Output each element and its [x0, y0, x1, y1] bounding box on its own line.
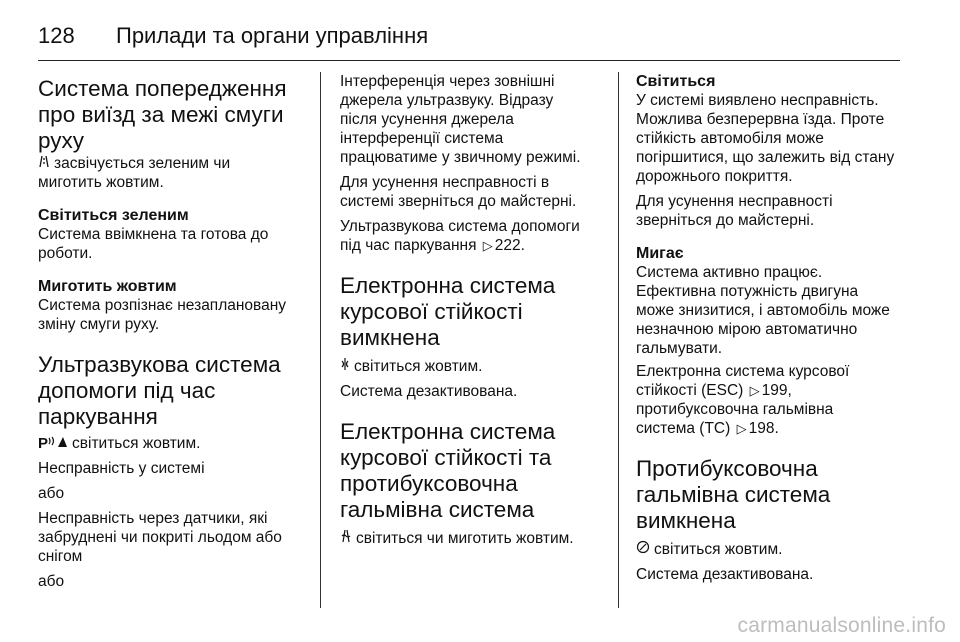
text-line: Електронна система курсової	[636, 363, 850, 380]
heading-line: протибуксовочна	[340, 471, 518, 496]
page-ref[interactable]: 198.	[748, 420, 779, 437]
text-line: може знизитися, і автомобіль може	[636, 302, 890, 319]
esc-tc-icon	[340, 529, 352, 548]
heading-line: допомоги під час	[38, 378, 216, 403]
text-line: після усунення джерела	[340, 111, 514, 128]
interference-text	[340, 72, 602, 167]
text-line: погіршитися, що залежить від стану	[636, 149, 895, 166]
park-fault: Несправність у системі	[38, 460, 205, 477]
text-line: джерела ультразвуку. Відразу	[340, 92, 554, 109]
page-ref-arrow-icon: ▷	[749, 383, 760, 398]
on-fix-text	[636, 192, 906, 230]
heading-line: гальмівна система	[636, 482, 831, 507]
heading-line: Ультразвукова система	[38, 352, 281, 377]
blink-text	[636, 263, 906, 358]
esc-off-heading	[340, 273, 602, 351]
text-line: Ефективна потужність двигуна	[636, 283, 859, 300]
text-line: світиться жовтим.	[354, 358, 483, 375]
page-ref-arrow-icon: ▷	[736, 421, 747, 436]
park-icon-letter: P	[38, 435, 49, 452]
column-divider-2	[618, 72, 619, 608]
text-line: протибуксовочна гальмівна	[636, 401, 834, 418]
esc-tc-intro	[340, 529, 602, 548]
column-1	[38, 72, 306, 591]
tc-off-icon	[636, 540, 650, 559]
header-rule	[38, 60, 900, 61]
text-line: Несправність через датчики, які	[38, 510, 268, 527]
green-heading: Світиться зеленим	[38, 207, 189, 224]
text-line: Система ввімкнена та готова до	[38, 226, 269, 243]
esc-tc-heading	[340, 419, 602, 523]
text-line: Ультразвукова система допомоги	[340, 218, 580, 235]
text-line: працюватиме у звичному режимі.	[340, 149, 581, 166]
park-or-1: або	[38, 485, 65, 502]
on-text	[636, 91, 906, 186]
tc-off-state: Система дезактивована.	[636, 566, 814, 583]
text-line: дорожнього покриття.	[636, 168, 793, 185]
lane-departure-icon	[38, 154, 50, 173]
text-line: миготить жовтим.	[38, 174, 164, 191]
green-text	[38, 225, 306, 263]
text-line: інтерференції система	[340, 130, 504, 147]
yellow-heading: Миготить жовтим	[38, 278, 177, 295]
text-line: незначною мірою автоматично	[636, 321, 858, 338]
heading-line: курсової стійкості та	[340, 445, 552, 470]
heading-line: Електронна система	[340, 419, 556, 444]
esc-off-icon	[340, 357, 350, 376]
text-line: роботи.	[38, 245, 93, 262]
text-line: світиться жовтим.	[654, 541, 783, 558]
heading-line: про виїзд за межі смуги	[38, 102, 284, 127]
lane-warning-heading	[38, 76, 306, 154]
column-3	[636, 72, 906, 584]
text-line: світиться чи миготить жовтим.	[356, 530, 574, 547]
heading-line: Електронна система	[340, 273, 556, 298]
tc-off-heading	[636, 456, 906, 534]
lane-intro	[38, 154, 306, 192]
park-intro	[38, 434, 306, 453]
text-line: Можлива безперервна їзда. Проте	[636, 111, 885, 128]
esc-off-state: Система дезактивована.	[340, 383, 518, 400]
blink-heading: Мигає	[636, 245, 684, 262]
heading-line: паркування	[38, 404, 158, 429]
text-line: Система розпізнає незаплановану	[38, 297, 287, 314]
page-title: Прилади та органи управління	[116, 23, 429, 48]
heading-line: руху	[38, 128, 85, 153]
park-sensor-text	[38, 509, 306, 566]
page-ref[interactable]: 199,	[761, 382, 792, 399]
text-line: забруднені чи покриті льодом або	[38, 529, 282, 546]
text-line: Для усунення несправності	[636, 193, 833, 210]
park-assist-icon	[38, 434, 68, 453]
heading-line: вимкнена	[636, 508, 736, 533]
heading-line: гальмівна система	[340, 497, 535, 522]
text-line: засвічується зеленим чи	[54, 155, 231, 172]
park-reference[interactable]	[340, 217, 602, 255]
page-number: 128	[38, 23, 75, 48]
blink-reference	[636, 362, 906, 438]
esc-off-intro	[340, 357, 602, 376]
heading-line: курсової стійкості	[340, 299, 523, 324]
page-ref-arrow-icon: ▷	[482, 238, 493, 253]
park-or-2: або	[38, 573, 65, 590]
heading-line: Система попередження	[38, 76, 287, 101]
heading-line: Протибуксовочна	[636, 456, 818, 481]
text-line: Система активно працює.	[636, 264, 823, 281]
text-line: світиться жовтим.	[72, 435, 201, 452]
column-2	[340, 72, 602, 548]
fix-text	[340, 173, 602, 211]
text-line: зміну смуги руху.	[38, 316, 160, 333]
text-line: Для усунення несправності в	[340, 174, 550, 191]
yellow-text	[38, 296, 306, 334]
text-line: стійкість автомобіля може	[636, 130, 824, 147]
page-ref[interactable]: 222.	[494, 237, 525, 254]
text-line: під час паркування	[340, 237, 477, 254]
tc-off-intro	[636, 540, 906, 559]
text-line: система (TC)	[636, 420, 731, 437]
text-line: гальмувати.	[636, 340, 723, 357]
watermark: carmanualsonline.info	[737, 614, 946, 637]
text-line: стійкості (ESC)	[636, 382, 744, 399]
text-line: зверніться до майстерні.	[636, 212, 815, 229]
park-assist-heading	[38, 352, 306, 430]
page-header	[38, 14, 900, 58]
on-heading: Світиться	[636, 73, 716, 90]
text-line: снігом	[38, 548, 83, 565]
column-divider-1	[320, 72, 321, 608]
text-line: системі зверніться до майстерні.	[340, 193, 577, 210]
heading-line: вимкнена	[340, 325, 440, 350]
text-line: Інтерференція через зовнішні	[340, 73, 555, 90]
text-line: У системі виявлено несправність.	[636, 92, 879, 109]
